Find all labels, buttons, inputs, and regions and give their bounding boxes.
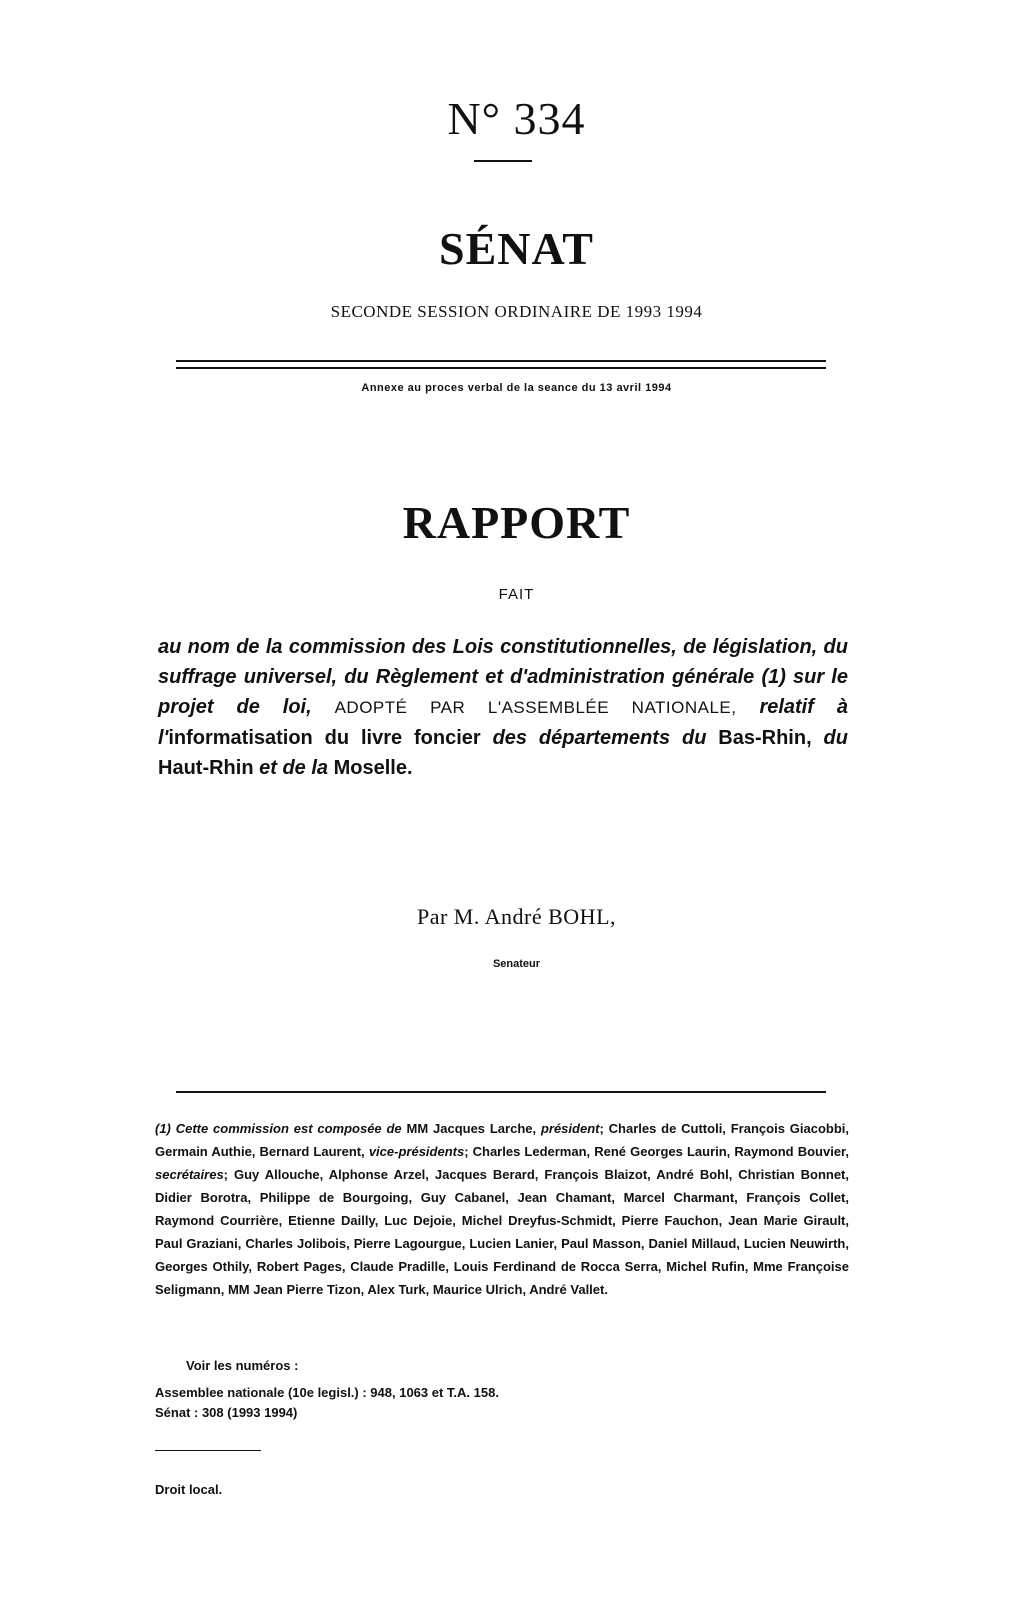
footnote-lead: (1) Cette commission est composée de [155,1121,402,1136]
annex-line: Annexe au proces verbal de la seance du 13 avril 1994 [361,382,672,394]
session-line: SECONDE SESSION ORDINAIRE DE 1993 1994 [330,302,703,321]
footnote-members-1: MM Jacques Larche, [406,1121,537,1136]
footnote-rule [176,1091,826,1093]
commission-footnote [155,1117,849,1301]
description-et-de-la: et de la [259,757,329,779]
footnote-role-secretaries: secrétaires [155,1167,224,1182]
footnote-members-4: ; Guy Allouche, Alphonse Arzel, Jacques Berard, François Blaizot, André Bohl, Christian Bonnet, Didier Borotra, Philippe de Bourgoing, Guy Cabanel, Jean Chamant, Marcel Charmant, François Collet, Raymond Courrière, Etienne Dailly, Luc Dejoie, Michel Dreyfus-Schmidt, Pierre Fauchon, Jean Marie Girault, Paul Graziani, Charles Jolibois, Pierre Lagourgue, Lucien Lanier, Paul Masson, Daniel Millaud, Lucien Neuwirth, Georges Othily, Robert Pages, Claude Pradille, Louis Ferdinand de Rocca Serra, Michel Rufin, Mme Françoise Seligmann, MM Jean Pierre Tizon, Alex Turk, Maurice Ulrich, André Vallet. [155,1167,849,1297]
description-haut-rhin: Haut-Rhin [158,757,254,779]
footnote-members-2: ; Charles de Cuttoli, François Giacobbi, Germain Authie, Bernard Laurent, [155,1121,849,1159]
description-subject: informatisation du livre foncier [168,727,481,749]
rapporteur-role: Senateur [492,958,541,970]
header-rule-bottom [176,367,826,369]
report-description [158,632,848,783]
description-relative: relatif à l' [158,696,848,749]
senat-reference: Sénat : 308 (1993 1994) [155,1405,298,1420]
footnote-role-president: président [540,1121,600,1136]
footnote-role-vice-presidents: vice-présidents [368,1144,465,1159]
description-departments: des départements du [492,727,707,749]
assemblee-reference: Assemblee nationale (10e legisl.) : 948, 1063 et T.A. 158. [155,1385,499,1400]
subject-tag: Droit local. [155,1482,223,1497]
reference-rule [155,1450,261,1451]
report-made-label: FAIT [498,586,535,603]
description-moselle: Moselle. [333,757,413,779]
chamber-title: SÉNAT [439,223,594,274]
rapporteur-name: Par M. André BOHL, [416,904,617,929]
see-numbers-label: Voir les numéros : [186,1358,299,1373]
description-commission: au nom de la commission des Lois constitutionnelles, de législation, du suffrage universel, du Règlement et d'administration générale (1) sur le projet de loi, [158,636,848,718]
description-bas-rhin: Bas-Rhin, [718,727,812,749]
footnote-members-3: ; Charles Lederman, René Georges Laurin, Raymond Bouvier, [464,1144,850,1159]
document-number: N° 334 [447,93,586,144]
report-title: RAPPORT [402,497,631,548]
number-underline [474,160,532,162]
description-du: du [823,727,848,749]
header-rule-top [176,360,826,362]
description-adopted: ADOPTÉ PAR L'ASSEMBLÉE NATIONALE, [334,698,737,717]
